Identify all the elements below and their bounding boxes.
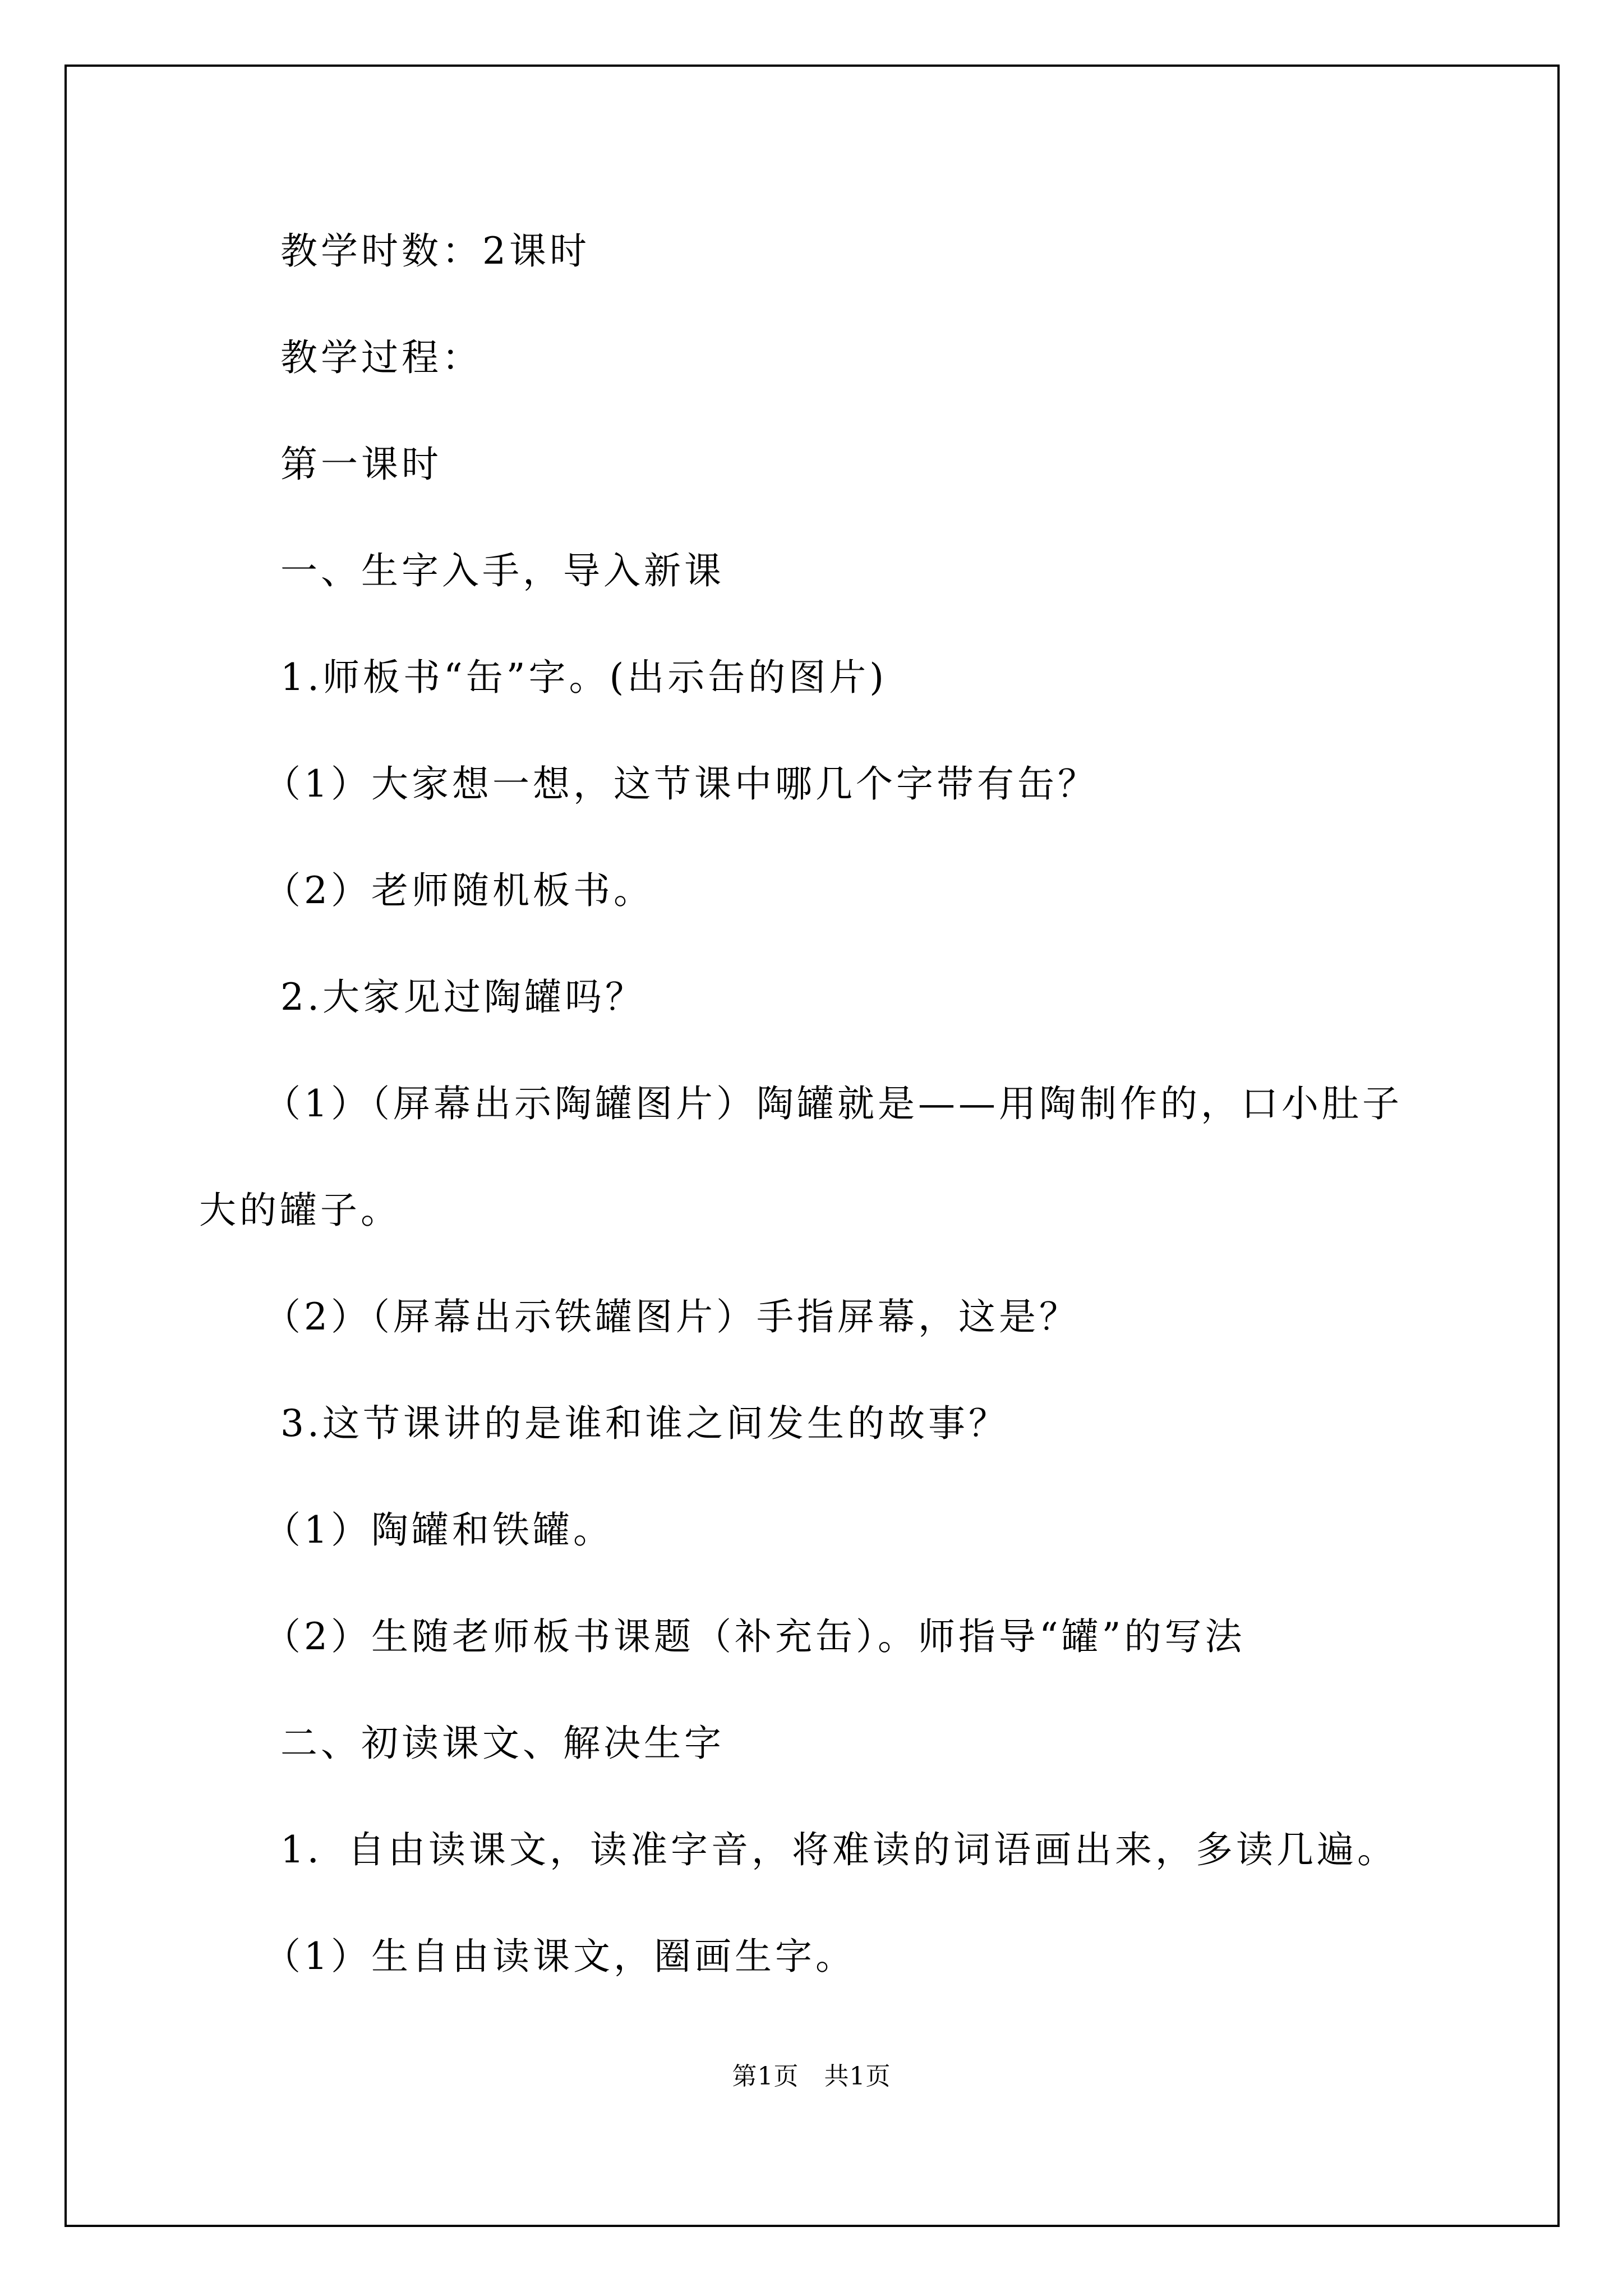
list-item: （1）陶罐和铁罐。 <box>264 1508 614 1552</box>
list-item: 3.这节课讲的是谁和谁之间发生的故事？ <box>280 1402 1009 1445</box>
section-heading-2: 二、初读课文、解决生字 <box>280 1722 725 1765</box>
list-item: 1.师板书“缶”字。(出示缶的图片) <box>280 656 887 699</box>
paragraph-teaching-process: 教学过程： <box>280 336 482 379</box>
list-item: 1．自由读课文，读准字音，将难读的词语画出来，多读几遍。 <box>280 1828 1398 1871</box>
list-item: （1）大家想一想，这节课中哪几个字带有缶？ <box>264 762 1098 806</box>
list-item: 2.大家见过陶罐吗？ <box>280 976 645 1019</box>
list-item: （2）（屏幕出示铁罐图片）手指屏幕，这是？ <box>264 1295 1080 1338</box>
section-heading-1: 一、生字入手，导入新课 <box>280 549 725 592</box>
list-item-continuation: 大的罐子。 <box>199 1189 401 1232</box>
paragraph-teaching-hours: 教学时数：2课时 <box>280 229 590 273</box>
paragraph-first-lesson: 第一课时 <box>280 443 442 486</box>
list-item: （1）生自由读课文，圈画生字。 <box>264 1935 856 1978</box>
list-item: （2）生随老师板书课题（补充缶）。师指导“罐”的写法 <box>264 1615 1246 1658</box>
list-item: （2）老师随机板书。 <box>264 869 654 912</box>
list-item: （1）（屏幕出示陶罐图片）陶罐就是——用陶制作的，口小肚子 <box>264 1082 1403 1125</box>
page-footer: 第1页 共1页 <box>732 2062 891 2091</box>
